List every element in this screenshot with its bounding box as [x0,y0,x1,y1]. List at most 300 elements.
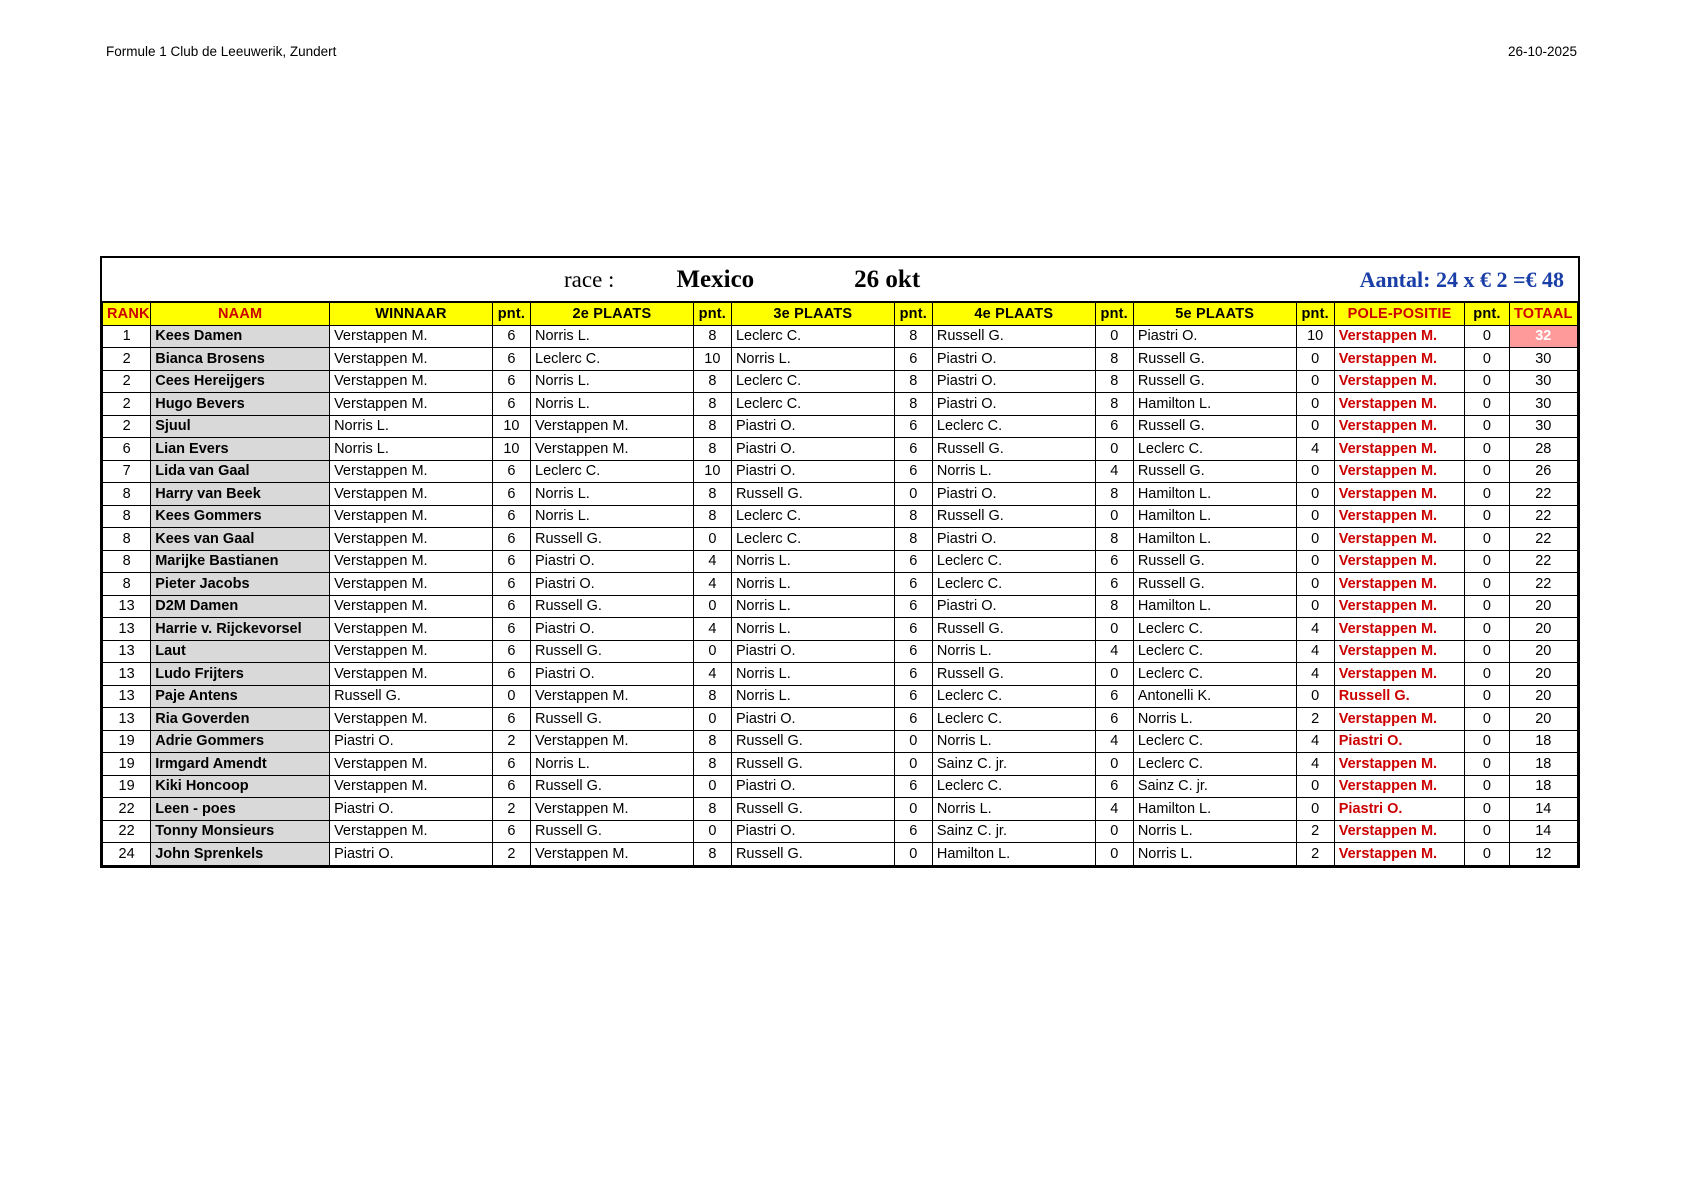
cell-rank: 8 [103,550,151,573]
cell-3e: Piastri O. [731,820,894,843]
cell-totaal: 20 [1509,595,1577,618]
cell-winnaar: Piastri O. [330,798,493,821]
cell-3e: Norris L. [731,550,894,573]
cell-naam: Leen - poes [151,798,330,821]
cell-pnt-pole: 0 [1465,415,1509,438]
cell-2e: Piastri O. [531,663,694,686]
cell-naam: Hugo Bevers [151,393,330,416]
cell-2e: Verstappen M. [531,798,694,821]
cell-pnt-5e: 0 [1296,798,1334,821]
table-row [103,438,1578,461]
cell-pnt-2e: 8 [693,843,731,866]
cell-rank: 8 [103,528,151,551]
cell-pnt-3e: 6 [894,550,932,573]
cell-pnt-5e: 0 [1296,528,1334,551]
cell-rank: 13 [103,595,151,618]
cell-pnt-pole: 0 [1465,370,1509,393]
table-row [103,730,1578,753]
cell-pnt-winnaar: 6 [492,595,530,618]
cell-naam: Kiki Honcoop [151,775,330,798]
cell-pnt-winnaar: 2 [492,730,530,753]
cell-pnt-2e: 10 [693,460,731,483]
cell-2e: Norris L. [531,370,694,393]
cell-5e: Hamilton L. [1133,483,1296,506]
cell-2e: Russell G. [531,775,694,798]
cell-pnt-4e: 0 [1095,663,1133,686]
race-date: 26 okt [854,265,921,293]
cell-5e: Hamilton L. [1133,798,1296,821]
cell-pnt-3e: 8 [894,370,932,393]
cell-totaal: 30 [1509,393,1577,416]
table-row [103,843,1578,866]
table-row [103,550,1578,573]
cell-4e: Piastri O. [932,393,1095,416]
cell-pnt-3e: 6 [894,595,932,618]
cell-naam: Harrie v. Rijckevorsel [151,618,330,641]
col-header-4e: 4e PLAATS [932,303,1095,326]
table-header-row [103,303,1578,326]
cell-pnt-5e: 2 [1296,708,1334,731]
cell-pnt-2e: 0 [693,640,731,663]
cell-pnt-3e: 8 [894,505,932,528]
cell-pnt-pole: 0 [1465,640,1509,663]
cell-pnt-2e: 0 [693,595,731,618]
cell-naam: Bianca Brosens [151,348,330,371]
table-row [103,820,1578,843]
cell-pnt-3e: 6 [894,685,932,708]
cell-pnt-winnaar: 6 [492,505,530,528]
cell-naam: Lida van Gaal [151,460,330,483]
cell-2e: Norris L. [531,753,694,776]
cell-2e: Leclerc C. [531,460,694,483]
cell-pnt-pole: 0 [1465,528,1509,551]
cell-totaal: 20 [1509,708,1577,731]
cell-4e: Leclerc C. [932,415,1095,438]
cell-pnt-4e: 4 [1095,460,1133,483]
cell-pnt-winnaar: 6 [492,775,530,798]
cell-pnt-4e: 8 [1095,348,1133,371]
sheet-title-row [102,258,1578,302]
cell-pnt-4e: 6 [1095,685,1133,708]
cell-winnaar: Norris L. [330,415,493,438]
cell-naam: Pieter Jacobs [151,573,330,596]
cell-totaal: 30 [1509,370,1577,393]
results-sheet [100,256,1580,868]
cell-pnt-3e: 0 [894,843,932,866]
table-row [103,393,1578,416]
cell-pnt-4e: 4 [1095,798,1133,821]
cell-pole: Verstappen M. [1334,393,1465,416]
table-row [103,595,1578,618]
cell-2e: Norris L. [531,483,694,506]
table-row [103,460,1578,483]
cell-3e: Norris L. [731,348,894,371]
table-row [103,325,1578,348]
cell-pnt-3e: 6 [894,348,932,371]
cell-winnaar: Verstappen M. [330,753,493,776]
cell-naam: D2M Damen [151,595,330,618]
cell-pnt-pole: 0 [1465,483,1509,506]
cell-3e: Piastri O. [731,438,894,461]
cell-pnt-4e: 8 [1095,483,1133,506]
cell-pnt-4e: 6 [1095,415,1133,438]
cell-pnt-2e: 8 [693,415,731,438]
cell-pnt-2e: 8 [693,505,731,528]
cell-rank: 8 [103,505,151,528]
cell-pole: Verstappen M. [1334,348,1465,371]
cell-pole: Piastri O. [1334,730,1465,753]
cell-5e: Norris L. [1133,708,1296,731]
cell-5e: Norris L. [1133,820,1296,843]
cell-totaal: 12 [1509,843,1577,866]
cell-5e: Leclerc C. [1133,438,1296,461]
cell-pnt-pole: 0 [1465,663,1509,686]
cell-5e: Russell G. [1133,415,1296,438]
col-header-naam: NAAM [151,303,330,326]
cell-4e: Norris L. [932,730,1095,753]
cell-pole: Verstappen M. [1334,573,1465,596]
cell-pnt-pole: 0 [1465,438,1509,461]
cell-pnt-2e: 8 [693,730,731,753]
cell-pnt-4e: 0 [1095,820,1133,843]
cell-5e: Hamilton L. [1133,595,1296,618]
cell-pnt-5e: 0 [1296,595,1334,618]
cell-winnaar: Piastri O. [330,730,493,753]
cell-rank: 2 [103,415,151,438]
cell-3e: Russell G. [731,798,894,821]
cell-pnt-5e: 0 [1296,775,1334,798]
cell-pnt-3e: 0 [894,753,932,776]
cell-pnt-winnaar: 6 [492,370,530,393]
cell-totaal: 22 [1509,528,1577,551]
cell-3e: Norris L. [731,685,894,708]
cell-pnt-5e: 4 [1296,438,1334,461]
cell-pnt-winnaar: 6 [492,460,530,483]
cell-pnt-4e: 0 [1095,753,1133,776]
cell-pnt-4e: 0 [1095,505,1133,528]
cell-pnt-pole: 0 [1465,505,1509,528]
cell-rank: 6 [103,438,151,461]
cell-pnt-pole: 0 [1465,348,1509,371]
race-title [102,266,1360,294]
cell-pnt-2e: 4 [693,618,731,641]
cell-pole: Verstappen M. [1334,528,1465,551]
cell-pnt-5e: 0 [1296,573,1334,596]
cell-pnt-pole: 0 [1465,730,1509,753]
cell-pnt-winnaar: 2 [492,798,530,821]
cell-pnt-5e: 0 [1296,348,1334,371]
cell-4e: Leclerc C. [932,573,1095,596]
cell-rank: 8 [103,483,151,506]
cell-rank: 8 [103,573,151,596]
cell-4e: Hamilton L. [932,843,1095,866]
cell-pnt-4e: 6 [1095,573,1133,596]
cell-pnt-pole: 0 [1465,753,1509,776]
cell-pnt-3e: 6 [894,438,932,461]
cell-totaal: 32 [1509,325,1577,348]
cell-4e: Norris L. [932,460,1095,483]
cell-pnt-pole: 0 [1465,325,1509,348]
cell-pnt-3e: 0 [894,798,932,821]
cell-totaal: 30 [1509,415,1577,438]
cell-pnt-2e: 0 [693,775,731,798]
cell-pnt-3e: 8 [894,528,932,551]
cell-totaal: 20 [1509,663,1577,686]
cell-pnt-pole: 0 [1465,775,1509,798]
table-row [103,573,1578,596]
cell-pnt-2e: 8 [693,685,731,708]
cell-pnt-winnaar: 6 [492,325,530,348]
cell-pnt-winnaar: 6 [492,640,530,663]
cell-2e: Verstappen M. [531,685,694,708]
cell-3e: Piastri O. [731,460,894,483]
cell-pnt-2e: 8 [693,393,731,416]
cell-pnt-3e: 0 [894,730,932,753]
cell-pnt-4e: 6 [1095,708,1133,731]
cell-pnt-3e: 6 [894,775,932,798]
cell-pnt-5e: 4 [1296,618,1334,641]
table-row [103,505,1578,528]
cell-rank: 22 [103,820,151,843]
cell-naam: Ludo Frijters [151,663,330,686]
cell-naam: Sjuul [151,415,330,438]
cell-naam: Marijke Bastianen [151,550,330,573]
cell-pnt-3e: 0 [894,483,932,506]
cell-pnt-4e: 0 [1095,438,1133,461]
cell-pnt-winnaar: 0 [492,685,530,708]
col-header-2e: 2e PLAATS [531,303,694,326]
club-name: Formule 1 Club de Leeuwerik, Zundert [106,44,337,59]
cell-5e: Piastri O. [1133,325,1296,348]
cell-winnaar: Piastri O. [330,843,493,866]
cell-2e: Russell G. [531,820,694,843]
col-header-pnt-pole: pnt. [1465,303,1509,326]
cell-rank: 19 [103,730,151,753]
cell-winnaar: Verstappen M. [330,348,493,371]
cell-pnt-4e: 4 [1095,640,1133,663]
page-header [106,44,1577,59]
cell-4e: Russell G. [932,663,1095,686]
cell-winnaar: Verstappen M. [330,550,493,573]
cell-pnt-2e: 4 [693,663,731,686]
cell-3e: Russell G. [731,843,894,866]
cell-2e: Piastri O. [531,618,694,641]
cell-2e: Verstappen M. [531,438,694,461]
cell-4e: Sainz C. jr. [932,753,1095,776]
cell-pole: Russell G. [1334,685,1465,708]
cell-naam: Kees van Gaal [151,528,330,551]
cell-pnt-2e: 10 [693,348,731,371]
cell-2e: Russell G. [531,708,694,731]
cell-naam: Irmgard Amendt [151,753,330,776]
cell-5e: Hamilton L. [1133,528,1296,551]
cell-pnt-4e: 0 [1095,843,1133,866]
cell-totaal: 20 [1509,685,1577,708]
cell-rank: 22 [103,798,151,821]
cell-totaal: 22 [1509,550,1577,573]
cell-5e: Russell G. [1133,573,1296,596]
cell-4e: Russell G. [932,505,1095,528]
cell-pnt-5e: 4 [1296,730,1334,753]
cell-naam: Lian Evers [151,438,330,461]
table-row [103,685,1578,708]
cell-pnt-5e: 10 [1296,325,1334,348]
cell-pnt-pole: 0 [1465,798,1509,821]
cell-pnt-4e: 0 [1095,325,1133,348]
cell-3e: Russell G. [731,483,894,506]
cell-totaal: 26 [1509,460,1577,483]
cell-pnt-pole: 0 [1465,393,1509,416]
cell-pnt-5e: 4 [1296,663,1334,686]
cell-5e: Leclerc C. [1133,753,1296,776]
cell-naam: John Sprenkels [151,843,330,866]
cell-pnt-3e: 6 [894,618,932,641]
col-header-pnt-3: pnt. [894,303,932,326]
cell-pole: Verstappen M. [1334,550,1465,573]
cell-totaal: 22 [1509,505,1577,528]
cell-3e: Leclerc C. [731,393,894,416]
cell-winnaar: Norris L. [330,438,493,461]
cell-totaal: 28 [1509,438,1577,461]
cell-naam: Laut [151,640,330,663]
cell-5e: Russell G. [1133,550,1296,573]
cell-totaal: 14 [1509,798,1577,821]
cell-5e: Leclerc C. [1133,663,1296,686]
cell-winnaar: Verstappen M. [330,505,493,528]
cell-2e: Russell G. [531,640,694,663]
cell-pnt-pole: 0 [1465,708,1509,731]
cell-5e: Antonelli K. [1133,685,1296,708]
cell-pnt-3e: 6 [894,640,932,663]
cell-pnt-4e: 0 [1095,618,1133,641]
cell-5e: Russell G. [1133,348,1296,371]
cell-3e: Leclerc C. [731,505,894,528]
cell-4e: Sainz C. jr. [932,820,1095,843]
cell-3e: Russell G. [731,730,894,753]
cell-winnaar: Verstappen M. [330,393,493,416]
cell-2e: Verstappen M. [531,415,694,438]
cell-3e: Piastri O. [731,640,894,663]
cell-pole: Verstappen M. [1334,415,1465,438]
cell-pnt-5e: 0 [1296,505,1334,528]
cell-naam: Cees Hereijgers [151,370,330,393]
cell-pnt-4e: 8 [1095,595,1133,618]
cell-pnt-pole: 0 [1465,820,1509,843]
cell-2e: Verstappen M. [531,843,694,866]
cell-pole: Verstappen M. [1334,775,1465,798]
cell-2e: Norris L. [531,393,694,416]
cell-2e: Russell G. [531,528,694,551]
cell-pnt-2e: 8 [693,325,731,348]
cell-5e: Russell G. [1133,460,1296,483]
cell-pole: Verstappen M. [1334,505,1465,528]
cell-pnt-winnaar: 6 [492,528,530,551]
cell-pnt-2e: 8 [693,483,731,506]
cell-totaal: 22 [1509,573,1577,596]
cell-winnaar: Verstappen M. [330,595,493,618]
cell-totaal: 30 [1509,348,1577,371]
cell-winnaar: Verstappen M. [330,640,493,663]
cell-5e: Leclerc C. [1133,618,1296,641]
cell-pnt-3e: 6 [894,820,932,843]
cell-4e: Piastri O. [932,595,1095,618]
table-body [103,325,1578,865]
cell-pole: Verstappen M. [1334,708,1465,731]
cell-totaal: 20 [1509,618,1577,641]
cell-totaal: 18 [1509,775,1577,798]
table-row [103,753,1578,776]
cell-rank: 13 [103,663,151,686]
cell-3e: Leclerc C. [731,370,894,393]
cell-pnt-5e: 0 [1296,685,1334,708]
pool-amount: Aantal: 24 x € 2 =€ 48 [1359,266,1564,292]
cell-pole: Verstappen M. [1334,843,1465,866]
cell-pnt-5e: 0 [1296,460,1334,483]
cell-4e: Russell G. [932,325,1095,348]
cell-pnt-5e: 4 [1296,640,1334,663]
cell-pnt-2e: 8 [693,438,731,461]
cell-winnaar: Verstappen M. [330,708,493,731]
cell-5e: Leclerc C. [1133,730,1296,753]
cell-winnaar: Verstappen M. [330,820,493,843]
cell-pnt-winnaar: 2 [492,843,530,866]
cell-pnt-5e: 2 [1296,843,1334,866]
cell-pole: Verstappen M. [1334,753,1465,776]
cell-rank: 2 [103,393,151,416]
table-row [103,370,1578,393]
cell-pole: Verstappen M. [1334,325,1465,348]
cell-pnt-pole: 0 [1465,618,1509,641]
cell-pole: Verstappen M. [1334,618,1465,641]
col-header-3e: 3e PLAATS [731,303,894,326]
cell-3e: Leclerc C. [731,325,894,348]
cell-pnt-2e: 0 [693,528,731,551]
cell-pnt-2e: 0 [693,820,731,843]
cell-rank: 19 [103,753,151,776]
cell-pnt-3e: 8 [894,325,932,348]
cell-pole: Verstappen M. [1334,820,1465,843]
cell-pole: Verstappen M. [1334,640,1465,663]
cell-rank: 24 [103,843,151,866]
cell-4e: Leclerc C. [932,685,1095,708]
cell-pnt-winnaar: 6 [492,483,530,506]
cell-pole: Verstappen M. [1334,595,1465,618]
col-header-pnt-5: pnt. [1296,303,1334,326]
cell-pnt-winnaar: 6 [492,573,530,596]
cell-pnt-winnaar: 10 [492,438,530,461]
col-header-pnt-2: pnt. [693,303,731,326]
cell-rank: 13 [103,708,151,731]
cell-rank: 2 [103,370,151,393]
cell-winnaar: Verstappen M. [330,663,493,686]
cell-pnt-pole: 0 [1465,550,1509,573]
cell-4e: Russell G. [932,438,1095,461]
col-header-5e: 5e PLAATS [1133,303,1296,326]
cell-pnt-pole: 0 [1465,685,1509,708]
cell-pnt-4e: 6 [1095,550,1133,573]
cell-pnt-3e: 6 [894,460,932,483]
cell-pnt-5e: 0 [1296,415,1334,438]
cell-naam: Ria Goverden [151,708,330,731]
cell-3e: Norris L. [731,595,894,618]
cell-3e: Russell G. [731,753,894,776]
cell-pnt-pole: 0 [1465,460,1509,483]
cell-5e: Hamilton L. [1133,393,1296,416]
cell-pole: Verstappen M. [1334,663,1465,686]
cell-pnt-2e: 8 [693,798,731,821]
cell-pnt-3e: 6 [894,573,932,596]
cell-pnt-4e: 8 [1095,370,1133,393]
